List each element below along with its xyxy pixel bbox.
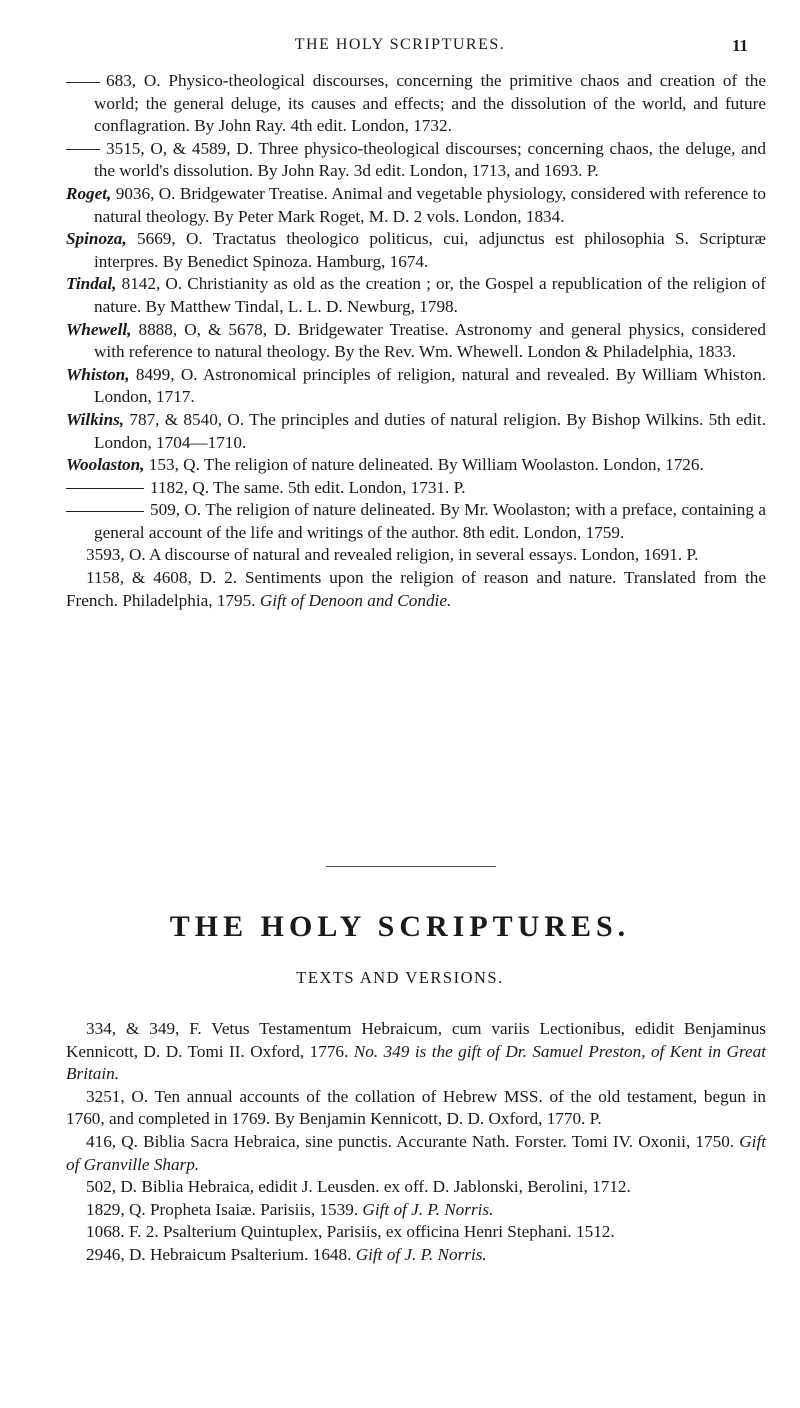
running-head (0, 36, 800, 60)
catalogue-entry: 509, O. The religion of nature delineated. By Mr. Woolaston; with a preface, containing a general account of the life and writings of the author. 8th edit. London, 1759. (66, 499, 766, 544)
gift-note: Gift of Denoon and Condie. (259, 590, 452, 610)
catalogue-entry: 1068. F. 2. Psalterium Quintuplex, Parisiis, ex officina Henri Stephani. 1512. (86, 1222, 615, 1242)
catalogue-entry: 502, D. Biblia Hebraica, edidit J. Leusden. ex off. D. Jablonski, Berolini, 1712. (86, 1177, 631, 1197)
anonymous-entry: 1158, & 4608, D. 2. Sentiments upon the religion of reason and nature. Translated from the French. Philadelphia, 1795. Gift of Denoon and Condie. (66, 568, 766, 610)
texts-versions-entries (66, 1018, 766, 1267)
entry-author: Roget, (66, 183, 112, 203)
catalogue-entry: 1829, Q. Propheta Isaiæ. Parisiis, 1539. Gift of J. P. Norris. (86, 1199, 494, 1219)
catalogue-entry: Spinoza, 5669, O. Tractatus theologico politicus, cui, adjunctus est philosophia S. Scripturæ interpres. By Benedict Spinoza. Hamburg, 1674. (66, 229, 766, 271)
entry-author: Whewell, (66, 319, 132, 339)
entry-author: Spinoza, (66, 229, 127, 249)
gift-note: No. 349 is the gift of Dr. Samuel Preston, of Kent in Great Britain. (66, 1041, 766, 1084)
catalogue-entry: Whewell, 8888, O, & 5678, D. Bridgewater Treatise. Astronomy and general physics, considered with reference to natural theology. By the Rev. Wm. Whewell. London & Philadelphia, 1833. (66, 319, 766, 362)
catalogue-entry: Woolaston, 153, Q. The religion of nature delineated. By William Woolaston. London, 1726. (66, 455, 704, 475)
catalogue-entry: 1182, Q. The same. 5th edit. London, 1731. P. (66, 477, 766, 500)
entry-author: Whiston, (66, 364, 130, 384)
catalogue-entry: 416, Q. Biblia Sacra Hebraica, sine punctis. Accurante Nath. Forster. Tomi IV. Oxonii, 1750. Gift of Granville Sharp. (66, 1131, 766, 1174)
page-number: 11 (731, 36, 748, 55)
section-divider (326, 866, 496, 867)
section-title: THE HOLY SCRIPTURES. (169, 910, 631, 943)
running-head-title: THE HOLY SCRIPTURES. (294, 36, 506, 53)
section-subtitle: TEXTS AND VERSIONS. (296, 968, 504, 987)
catalogue-entry: 3251, O. Ten annual accounts of the collation of Hebrew MSS. of the old testament, begun in 1760, and completed in 1769. By Benjamin Kennicott, D. D. Oxford, 1770. P. (66, 1086, 766, 1129)
gift-note: Gift of J. P. Norris. (355, 1244, 487, 1264)
catalogue-entry: 3515, O, & 4589, D. Three physico-theological discourses; concerning chaos, the deluge, and the world's dissolution. By John Ray. 3d edit. London, 1713, and 1693. P. (66, 138, 766, 183)
catalogue-entry: Whiston, 8499, O. Astronomical principles of religion, natural and revealed. By William Whiston. London, 1717. (66, 364, 766, 407)
gift-note: Gift of J. P. Norris. (362, 1199, 494, 1219)
catalogue-entry: Tindal, 8142, O. Christianity as old as the creation ; or, the Gospel a republication of the religion of nature. By Matthew Tindal, L. L. D. Newburg, 1798. (66, 274, 766, 316)
catalogue-entries (66, 70, 766, 612)
anonymous-entry: 3593, O. A discourse of natural and revealed religion, in several essays. London, 1691. P. (86, 545, 699, 565)
catalogue-entry: 2946, D. Hebraicum Psalterium. 1648. Gift of J. P. Norris. (86, 1244, 487, 1264)
entry-author: Tindal, (66, 274, 117, 294)
entry-author: Wilkins, (66, 409, 125, 429)
entry-author: Woolaston, (66, 455, 145, 475)
catalogue-entry: Wilkins, 787, & 8540, O. The principles and duties of natural religion. By Bishop Wilkins. 5th edit. London, 1704—1710. (66, 409, 766, 452)
catalogue-entry: 334, & 349, F. Vetus Testamentum Hebraicum, cum variis Lectionibus, edidit Benjaminus Kennicott, D. D. Tomi II. Oxford, 1776. No. 349 is the gift of Dr. Samuel Preston, of Kent in Great Britain. (66, 1019, 766, 1084)
catalogue-entry: 683, O. Physico-theological discourses, concerning the primitive chaos and creation of the world; the general deluge, its causes and effects; and the dissolution of the world, and future conflagration. By John Ray. 4th edit. London, 1732. (66, 70, 766, 138)
catalogue-entry: Roget, 9036, O. Bridgewater Treatise. Animal and vegetable physiology, considered with reference to natural theology. By Peter Mark Roget, M. D. 2 vols. London, 1834. (66, 183, 766, 226)
gift-note: Gift of Granville Sharp. (66, 1131, 766, 1174)
